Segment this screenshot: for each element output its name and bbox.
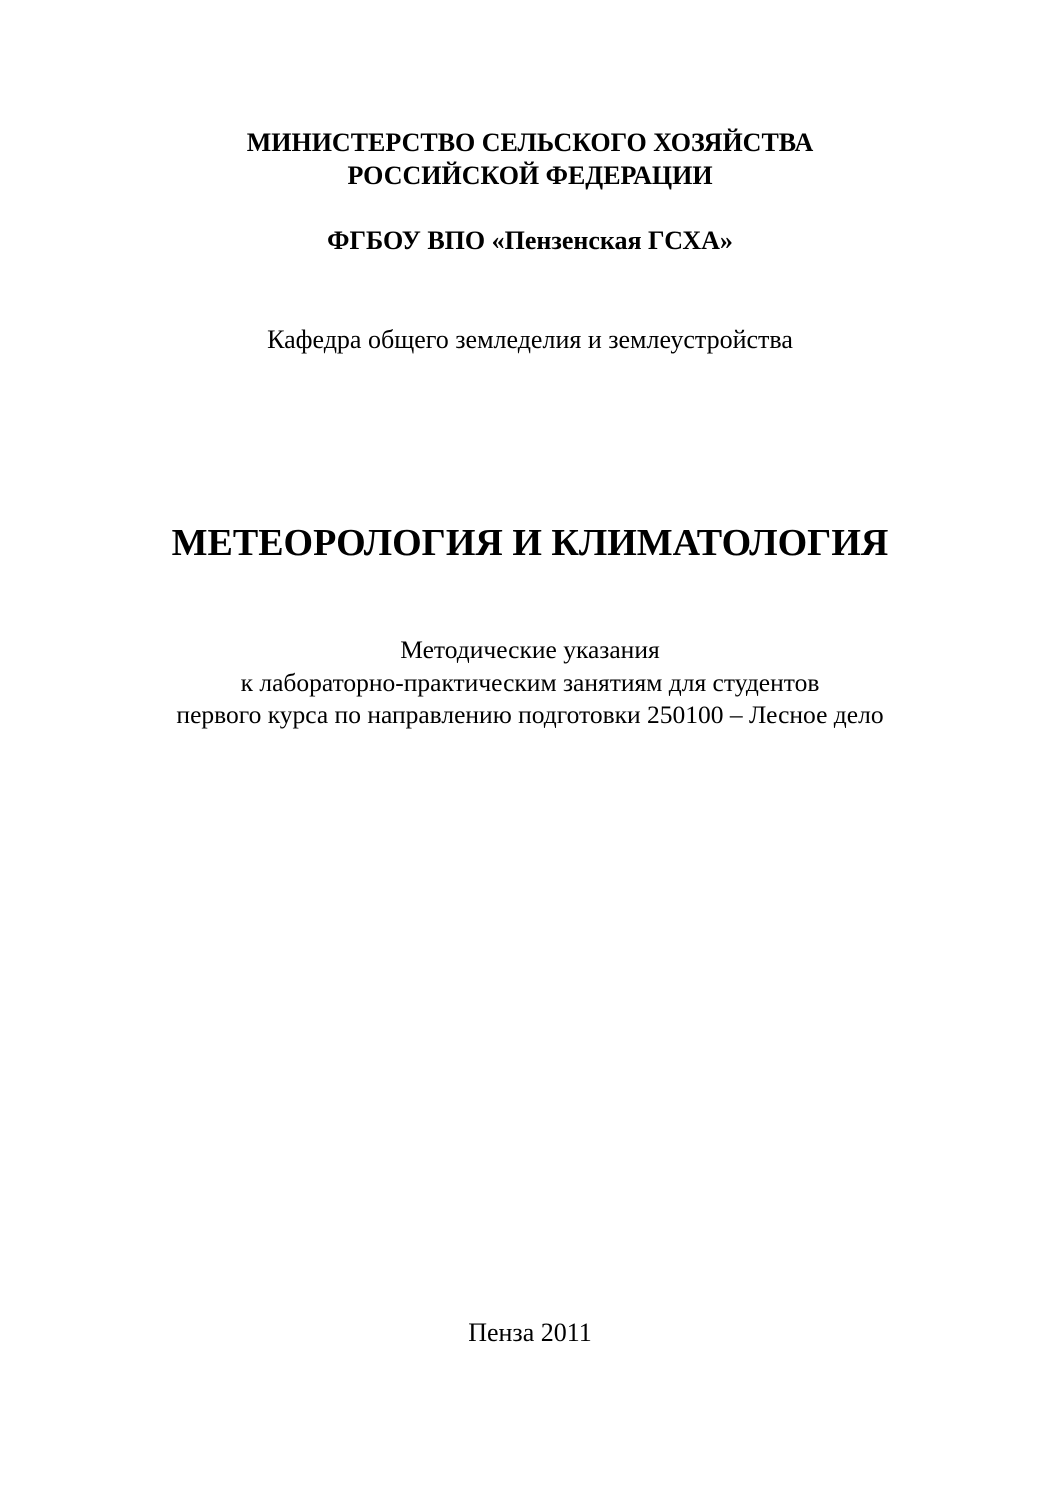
ministry-line-1: МИНИСТЕРСТВО СЕЛЬСКОГО ХОЗЯЙСТВА bbox=[246, 128, 814, 157]
department-name: Кафедра общего земледелия и землеустройства bbox=[267, 325, 793, 354]
subtitle-line-1: Методические указания bbox=[400, 635, 660, 664]
document-title: МЕТЕОРОЛОГИЯ И КЛИМАТОЛОГИЯ bbox=[171, 522, 889, 564]
ministry-line-2: РОССИЙСКОЙ ФЕДЕРАЦИИ bbox=[347, 161, 713, 190]
place-and-year: Пенза 2011 bbox=[468, 1318, 592, 1347]
institution-name: ФГБОУ ВПО «Пензенская ГСХА» bbox=[327, 226, 733, 255]
subtitle-line-3: первого курса по направлению подготовки 250100 – Лесное дело bbox=[176, 700, 884, 729]
subtitle-line-2: к лабораторно-практическим занятиям для студентов bbox=[240, 668, 820, 697]
